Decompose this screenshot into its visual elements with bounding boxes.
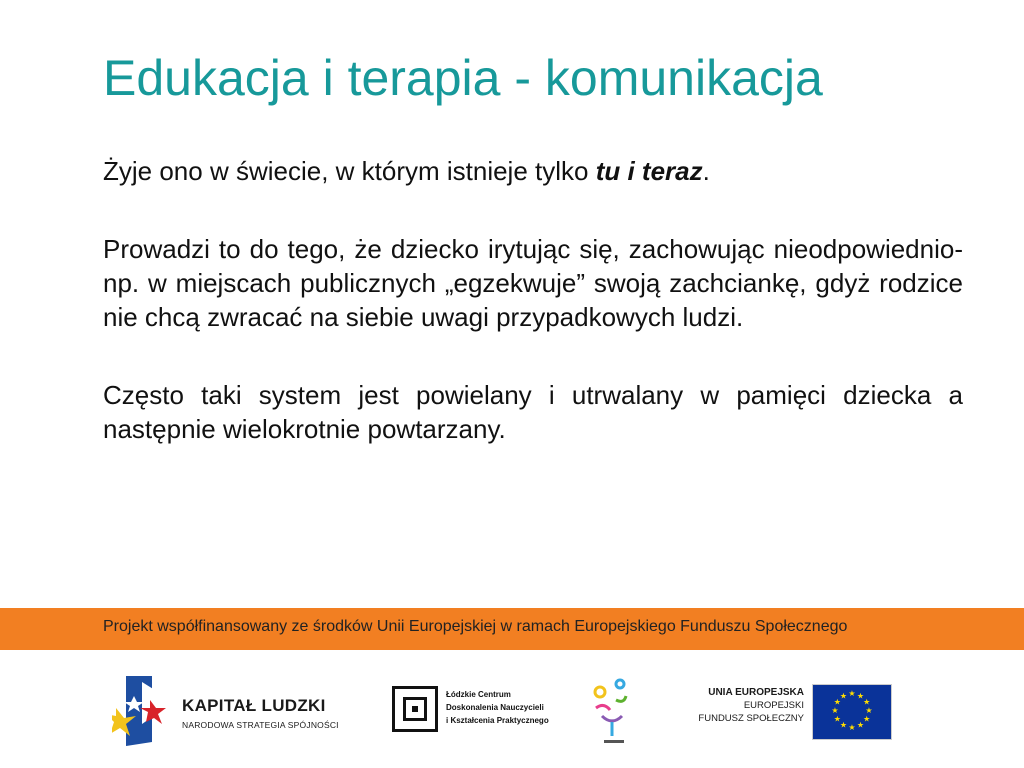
svg-text:★: ★ [863,714,871,724]
svg-text:★: ★ [839,691,848,701]
svg-text:★: ★ [848,689,856,698]
paragraph-1-emphasis: tu i teraz [595,156,703,186]
svg-text:★: ★ [863,697,871,707]
lodz-centre-line-2: Doskonalenia Nauczycieli [446,703,544,712]
colorful-figure-logo [590,678,638,748]
kapital-ludzki-logo [112,672,362,750]
lodz-centre-logo [390,684,549,744]
lodz-centre-emblem-icon [392,686,438,732]
svg-text:★: ★ [833,714,841,724]
eu-logo [690,682,900,742]
eu-flag-icon [812,684,892,740]
lodz-centre-line-1: Łódzkie Centrum [446,690,511,699]
eu-line-1: UNIA EUROPEJSKA [708,687,804,698]
kapital-ludzki-subtitle: NARODOWA STRATEGIA SPÓJNOŚCI [182,720,339,730]
svg-text:★: ★ [865,706,873,715]
paragraph-2: Prowadzi to do tego, że dziecko irytując się, zachowując nieodpowiednio- np. w miejscach publicznych „egzekwuje” swoją zachciankę, gdyż rodzice nie chcą zwracać na siebie uwagi przypadkowych ludzi. [103,234,963,332]
paragraph-1 [103,154,963,188]
slide-content [103,154,963,446]
kapital-ludzki-name: KAPITAŁ LUDZKI [182,696,326,715]
svg-text:★: ★ [833,697,841,707]
lodz-centre-name [446,688,549,727]
eu-line-2: EUROPEJSKI [743,700,804,711]
slide-title: Edukacja i terapia - komunikacja [103,50,823,106]
funding-band-text: Projekt współfinansowany ze środków Unii Europejskiej w ramach Europejskiego Funduszu Społecznego [103,618,848,635]
svg-text:★: ★ [831,706,839,715]
eu-line-3: FUNDUSZ SPOŁECZNY [698,713,804,724]
svg-text:★: ★ [856,691,865,701]
svg-text:★: ★ [839,720,848,730]
funding-band [0,608,1024,650]
paragraph-3: Często taki system jest powielany i utrwalany w pamięci dziecka a następnie wielokrotnie powtarzany. [103,380,963,444]
lodz-centre-line-3: i Kształcenia Praktycznego [446,716,549,725]
paragraph-1-text: Żyje ono w świecie, w którym istnieje tylko [103,156,596,186]
eu-stars [813,685,891,739]
eu-text [698,686,804,725]
paragraph-1-end: . [702,156,710,186]
kapital-ludzki-emblem-icon [112,672,176,750]
colorful-figure-icon [590,678,638,748]
svg-text:★: ★ [856,720,865,730]
svg-text:★: ★ [848,723,856,732]
